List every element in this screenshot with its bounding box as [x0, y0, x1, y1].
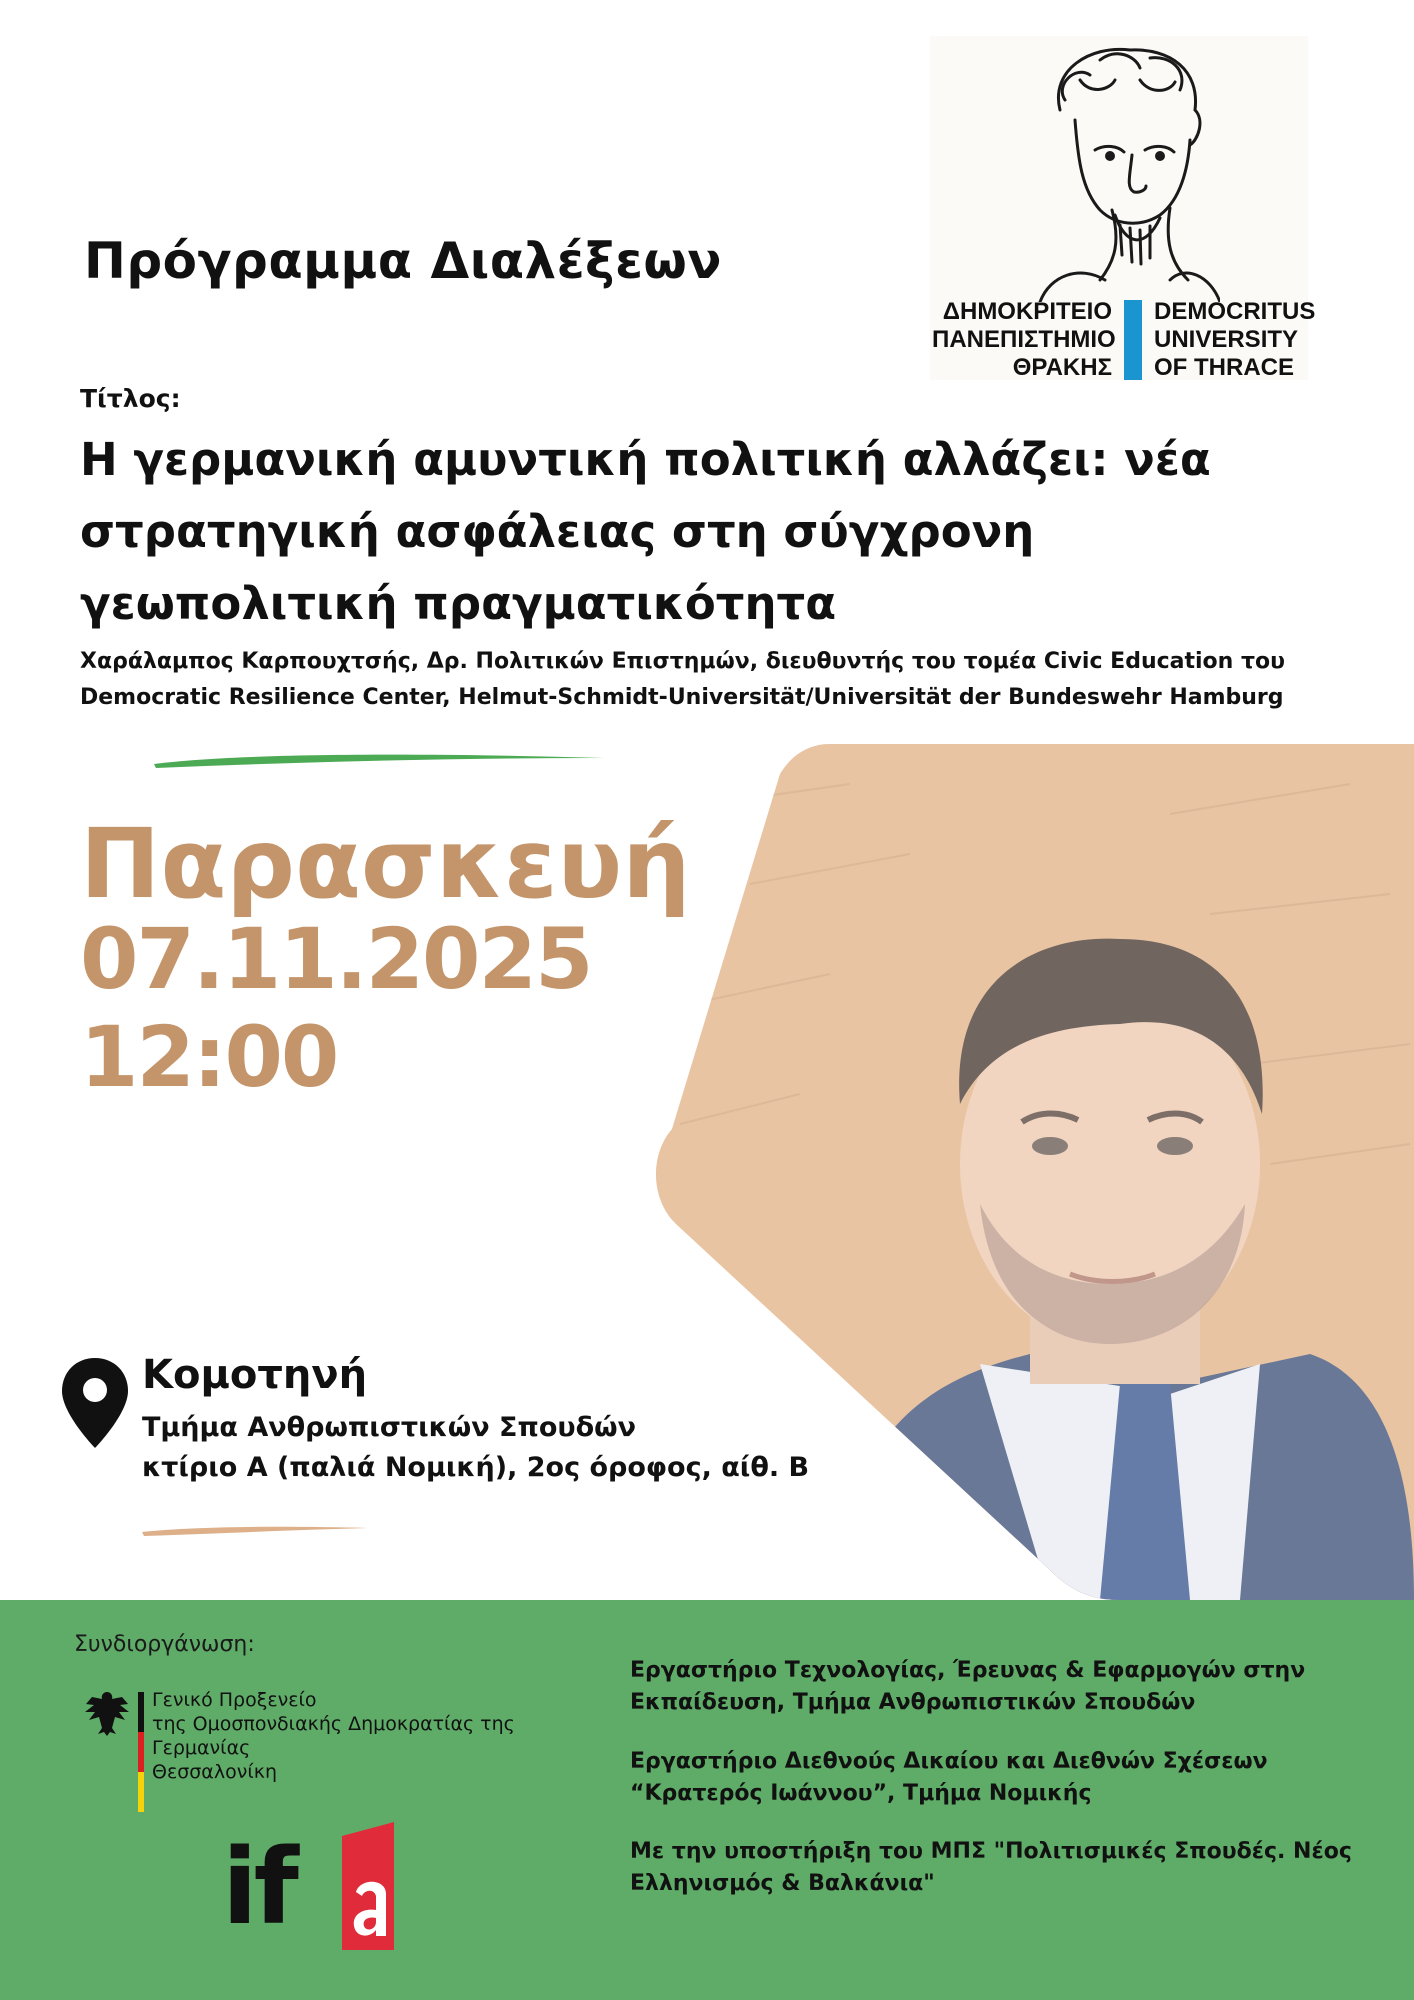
location-department: Τμήμα Ανθρωπιστικών Σπουδών	[142, 1412, 637, 1443]
event-date: 07.11.2025	[80, 910, 592, 1008]
lecture-title: Η γερμανική αμυντική πολιτική αλλάζει: νέα στρατηγική ασφάλειας στη σύγχρονη γεωπολιτική πραγματικότητα	[80, 433, 1211, 630]
tan-brush-stroke	[140, 1520, 370, 1540]
ifa-logo-text: if	[222, 1826, 295, 1948]
organizer-international-law-lab: Εργαστήριο Διεθνούς Δικαίου και Διεθνών Σχέσεων “Κρατερός Ιωάννου”, Τμήμα Νομικής	[630, 1749, 1268, 1806]
logo-name-english: DEMOCRITUS UNIVERSITY OF THRACE	[1154, 298, 1316, 381]
ifa-logo	[222, 1822, 402, 1952]
green-brush-stroke	[150, 748, 610, 772]
university-logo	[930, 36, 1316, 381]
democritus-portrait-icon	[1020, 40, 1220, 302]
consulate-name: Γενικό Προξενείο της Ομοσπονδιακής Δημοκρατίας της Γερμανίας Θεσσαλονίκη	[152, 1689, 515, 1783]
logo-name-greek: ΔΗΜΟΚΡΙΤΕΙΟ ΠΑΝΕΠΙΣΤΗΜΙΟ ΘΡΑΚΗΣ	[932, 298, 1116, 381]
location-city: Κομοτηνή	[142, 1352, 368, 1398]
event-day: Παρασκευή	[80, 808, 691, 920]
german-eagle-icon	[82, 1688, 132, 1738]
ifa-a-icon	[336, 1822, 398, 1950]
organizer-msc-support: Με την υποστήριξη του ΜΠΣ "Πολιτισμικές Σπουδές. Νέος Ελληνισμός & Βαλκάνια"	[630, 1839, 1352, 1896]
event-time: 12:00	[80, 1008, 338, 1106]
program-heading: Πρόγραμμα Διαλέξεων	[84, 232, 722, 290]
organizer-technology-lab: Εργαστήριο Τεχνολογίας, Έρευνας & Εφαρμογών στην Εκπαίδευση, Τμήμα Ανθρωπιστικών Σπουδών	[630, 1658, 1306, 1715]
coorganization-label: Συνδιοργάνωση:	[74, 1632, 255, 1657]
title-label: Τίτλος:	[80, 384, 181, 413]
speaker-info: Χαράλαμπος Καρπουχτσής, Δρ. Πολιτικών Επιστημών, διευθυντής του τομέα Civic Education του Democratic Resilience Center, Helmut-Schmidt-Universität/Universität der Bundeswehr Hamburg	[80, 649, 1285, 710]
logo-divider-bar	[1124, 300, 1142, 380]
location-room: κτίριο Α (παλιά Νομική), 2ος όροφος, αίθ. Β	[142, 1452, 810, 1483]
german-consulate-logo	[82, 1688, 582, 1818]
german-flag-bar	[138, 1692, 144, 1812]
location-pin-icon	[60, 1356, 130, 1450]
